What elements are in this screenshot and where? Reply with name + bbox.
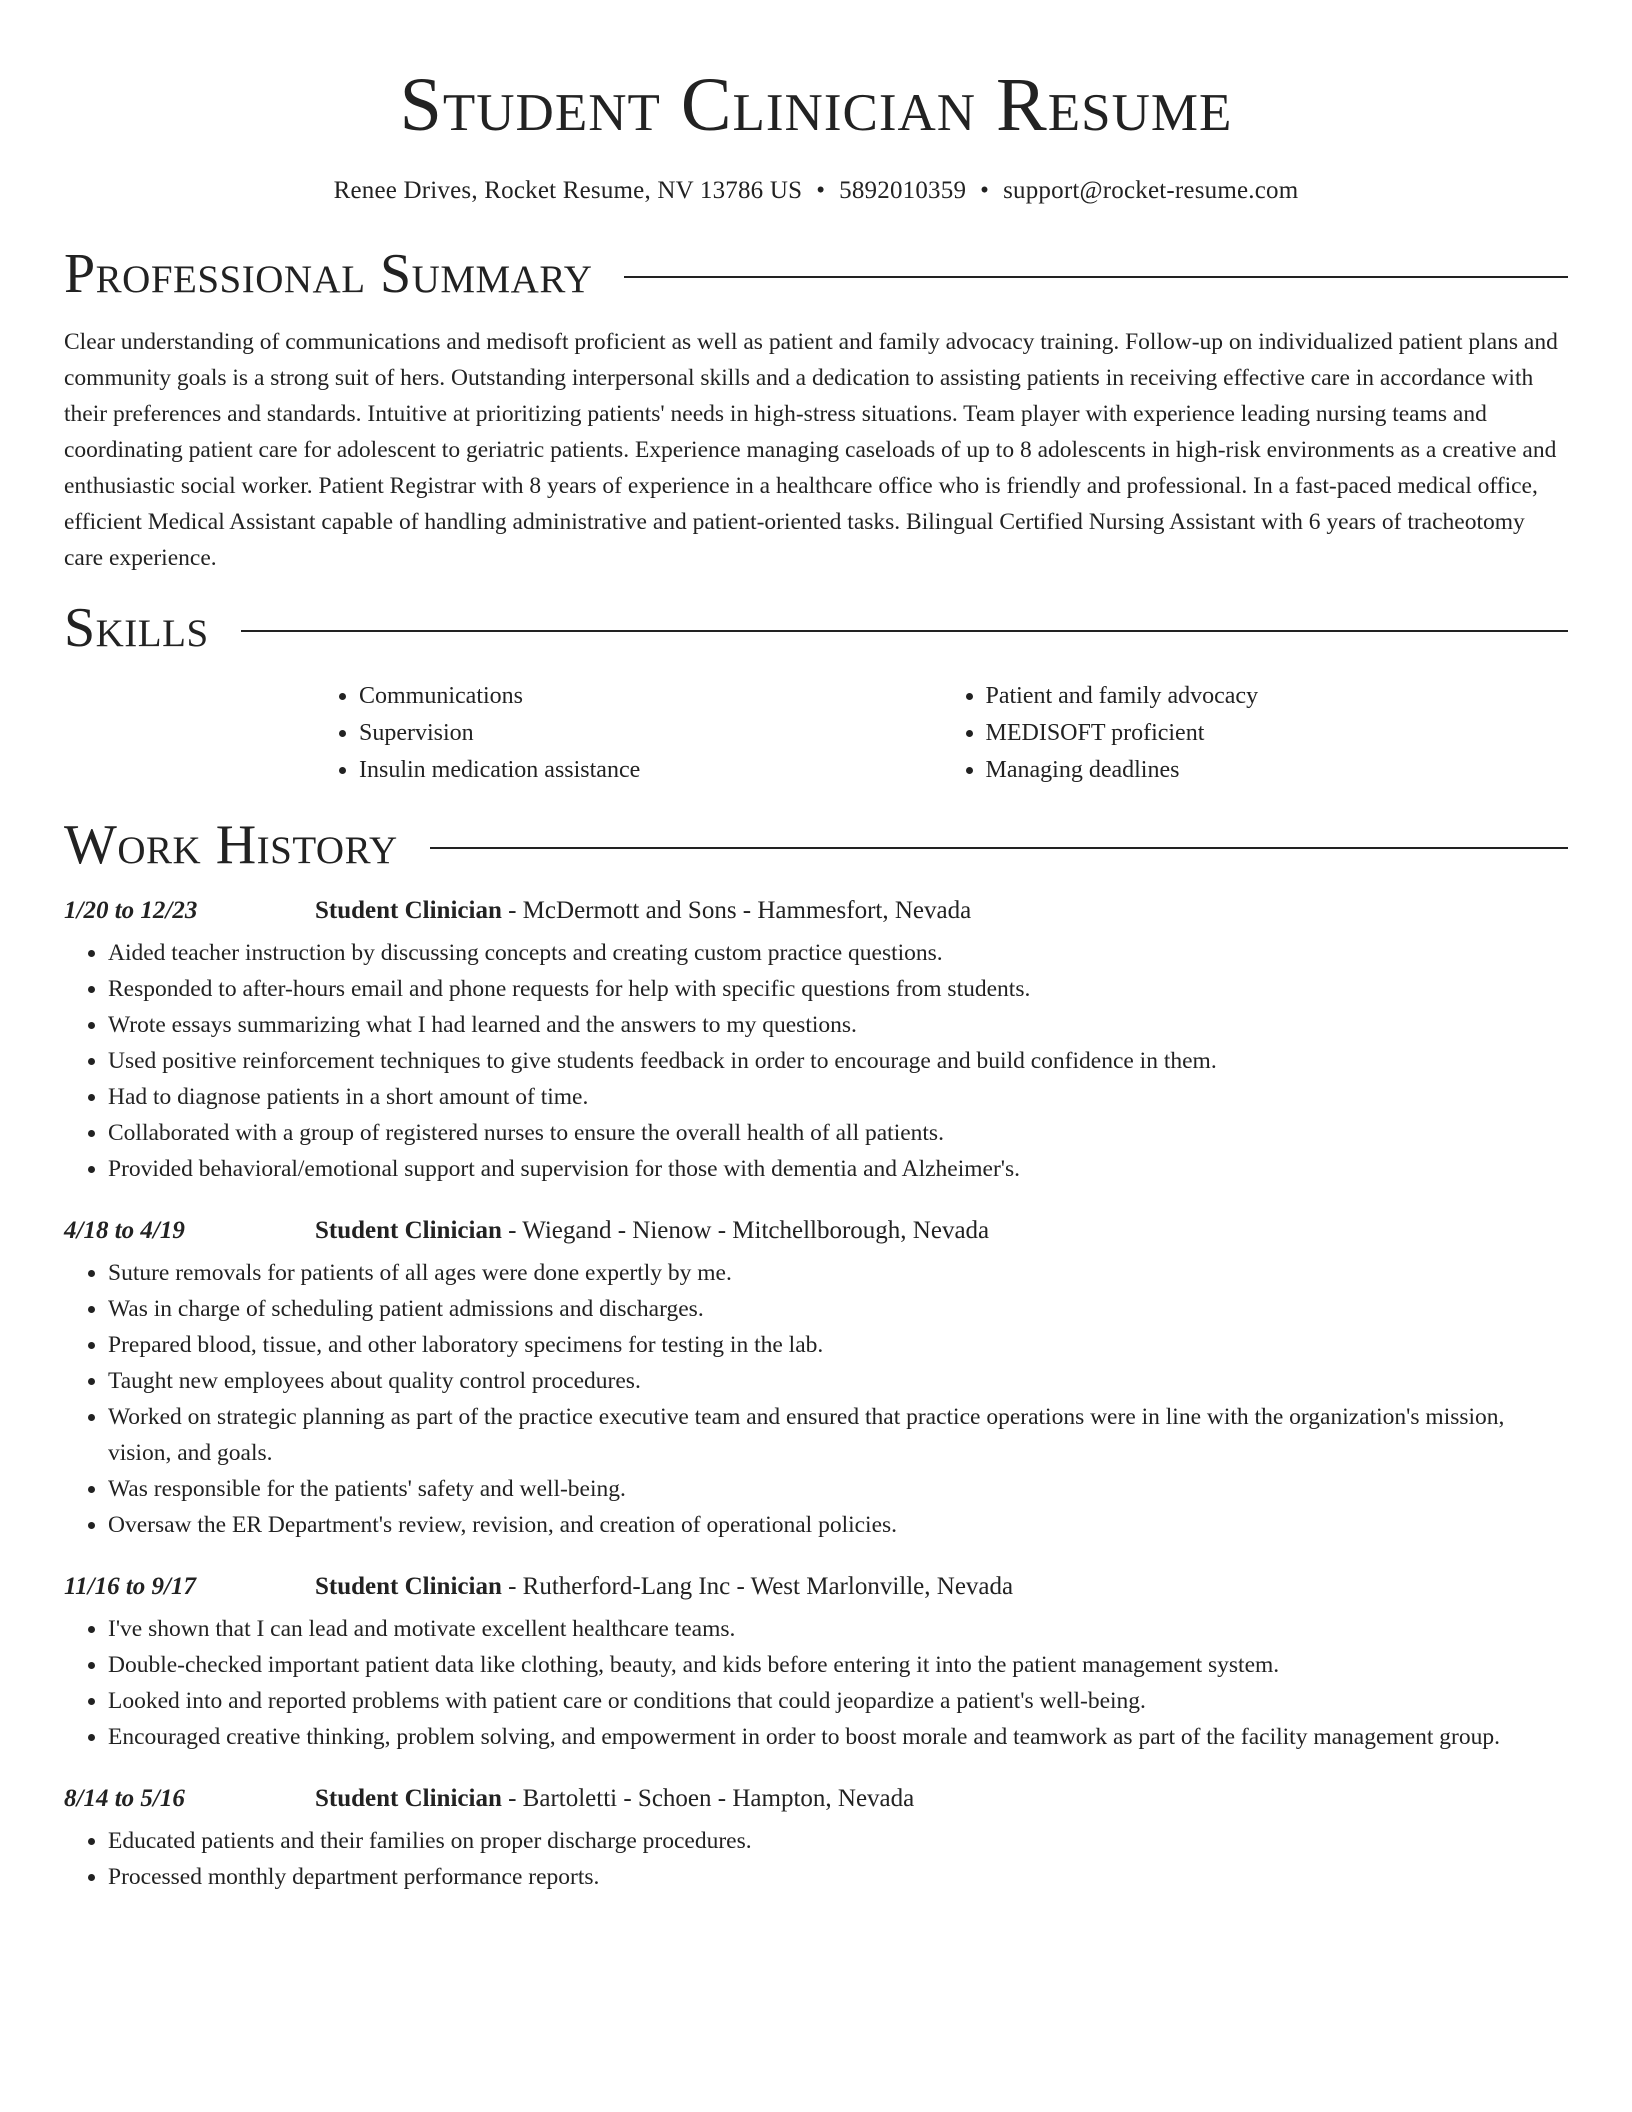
skill-item: • Patient and family advocacy xyxy=(986,678,1569,715)
job-bullets xyxy=(64,935,1568,1187)
job-employer: - Bartoletti - Schoen - Hampton, Nevada xyxy=(501,1785,915,1812)
job-bullet: • Collaborated with a group of registered nurses to ensure the overall health of all patients. xyxy=(108,1115,1568,1151)
job-header xyxy=(64,1573,1568,1601)
job-bullet: • Used positive reinforcement techniques to give students feedback in order to encourage and build confidence in them. xyxy=(108,1043,1568,1079)
section-divider xyxy=(624,276,1568,278)
work-section-header xyxy=(64,815,1568,875)
job-role: Student Clinician xyxy=(315,1573,502,1600)
job-dates: 11/16 to 9/17 xyxy=(64,1573,196,1600)
job-header xyxy=(64,1785,1568,1813)
summary-text: Clear understanding of communications and medisoft proficient as well as patient and family advocacy training. Follow-up on individualized patient plans and community goals is a strong suit of hers. Outstanding interpersonal skills and a dedication to assisting patients in receiving effective care in accordance with their preferences and standards. Intuitive at prioritizing patients' needs in high-stress situations. Team player with experience leading nursing teams and coordinating patient care for adolescent to geriatric patients. Experience managing caseloads of up to 8 adolescents in high-risk environments as a creative and enthusiastic social worker. Patient Registrar with 8 years of experience in a healthcare office who is friendly and professional. In a fast-paced medical office, efficient Medical Assistant capable of handling administrative and patient-oriented tasks. Bilingual Certified Nursing Assistant with 6 years of tracheotomy care experience. xyxy=(64,329,1558,571)
job-bullet: • Encouraged creative thinking, problem solving, and empowerment in order to boost morale and teamwork as part of the facility management group. xyxy=(108,1719,1568,1755)
job-dates: 8/14 to 5/16 xyxy=(64,1785,185,1812)
job-role: Student Clinician xyxy=(315,1785,502,1812)
job-title xyxy=(315,1217,989,1245)
job-bullet: • Worked on strategic planning as part of the practice executive team and ensured that practice operations were in line with the organization's mission, vision, and goals. xyxy=(108,1399,1568,1471)
resume-title: Student Clinician Resume xyxy=(399,63,1233,147)
job-employer: - Wiegand - Nienow - Mitchellborough, Nevada xyxy=(501,1217,990,1244)
job-bullet: • Was in charge of scheduling patient admissions and discharges. xyxy=(108,1291,1568,1327)
contact-separator: • xyxy=(816,177,826,204)
contact-address: Renee Drives, Rocket Resume, NV 13786 US xyxy=(333,177,803,204)
skill-item: • Supervision xyxy=(359,715,942,752)
summary-section-header xyxy=(64,244,1568,304)
skills-heading: Skills xyxy=(64,597,209,659)
contact-phone: 5892010359 xyxy=(839,177,967,204)
job-bullet: • Was responsible for the patients' safety and well-being. xyxy=(108,1471,1568,1507)
job-bullet: • Suture removals for patients of all ages were done expertly by me. xyxy=(108,1255,1568,1291)
job-entry xyxy=(64,1785,1568,1895)
skills-list xyxy=(315,678,1568,789)
job-entry xyxy=(64,1573,1568,1755)
job-dates: 1/20 to 12/23 xyxy=(64,897,198,924)
job-bullet: • Had to diagnose patients in a short amount of time. xyxy=(108,1079,1568,1115)
section-divider xyxy=(241,630,1568,632)
job-role: Student Clinician xyxy=(315,897,502,924)
job-employer: - Rutherford-Lang Inc - West Marlonville, Nevada xyxy=(501,1573,1014,1600)
contact-line xyxy=(64,176,1568,206)
job-title xyxy=(315,1785,914,1813)
contact-email: support@rocket-resume.com xyxy=(1003,177,1299,204)
job-bullet: • Responded to after-hours email and phone requests for help with specific questions from students. xyxy=(108,971,1568,1007)
job-bullet: • Wrote essays summarizing what I had learned and the answers to my questions. xyxy=(108,1007,1568,1043)
job-bullet: • Provided behavioral/emotional support and supervision for those with dementia and Alzheimer's. xyxy=(108,1151,1568,1187)
job-bullets xyxy=(64,1823,1568,1895)
job-header xyxy=(64,1217,1568,1245)
job-dates: 4/18 to 4/19 xyxy=(64,1217,185,1244)
skill-item: • Communications xyxy=(359,678,942,715)
job-bullet: • Oversaw the ER Department's review, revision, and creation of operational policies. xyxy=(108,1507,1568,1543)
job-bullets xyxy=(64,1611,1568,1755)
job-bullets xyxy=(64,1255,1568,1543)
job-bullet: • Processed monthly department performance reports. xyxy=(108,1859,1568,1895)
job-role: Student Clinician xyxy=(315,1217,502,1244)
job-entry xyxy=(64,1217,1568,1543)
skills-section-header xyxy=(64,598,1568,658)
summary-heading: Professional Summary xyxy=(64,243,593,305)
job-bullet: • Prepared blood, tissue, and other laboratory specimens for testing in the lab. xyxy=(108,1327,1568,1363)
job-entry xyxy=(64,897,1568,1187)
section-divider xyxy=(430,847,1568,849)
job-title xyxy=(315,1573,1013,1601)
job-employer: - McDermott and Sons - Hammesfort, Nevada xyxy=(501,897,972,924)
skills-column-right xyxy=(942,678,1569,789)
job-title xyxy=(315,897,971,925)
job-bullet: • Double-checked important patient data like clothing, beauty, and kids before entering it into the patient management system. xyxy=(108,1647,1568,1683)
contact-separator: • xyxy=(980,177,990,204)
skills-column-left xyxy=(315,678,942,789)
skill-item: • Managing deadlines xyxy=(986,752,1569,789)
skill-item: • MEDISOFT proficient xyxy=(986,715,1569,752)
job-bullet: • Educated patients and their families on proper discharge procedures. xyxy=(108,1823,1568,1859)
job-bullet: • I've shown that I can lead and motivate excellent healthcare teams. xyxy=(108,1611,1568,1647)
skill-item: • Insulin medication assistance xyxy=(359,752,942,789)
job-header xyxy=(64,897,1568,925)
work-heading: Work History xyxy=(64,814,398,876)
job-bullet: • Aided teacher instruction by discussing concepts and creating custom practice questions. xyxy=(108,935,1568,971)
job-bullet: • Looked into and reported problems with patient care or conditions that could jeopardize a patient's well-being. xyxy=(108,1683,1568,1719)
job-bullet: • Taught new employees about quality control procedures. xyxy=(108,1363,1568,1399)
